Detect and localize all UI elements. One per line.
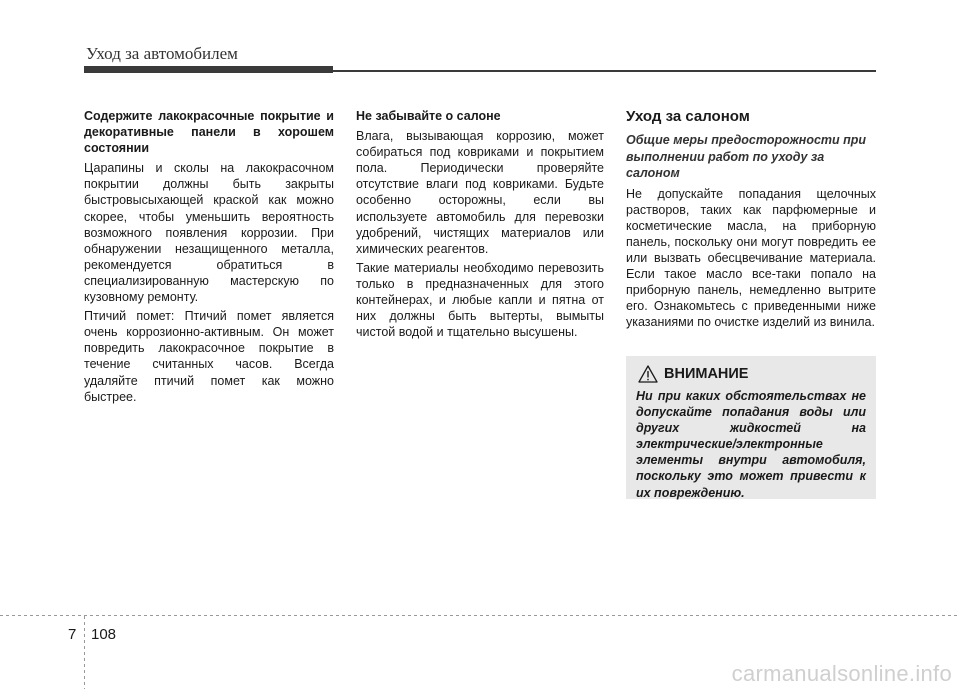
column-paint-care [84,108,334,408]
interior-care-title: Уход за салоном [626,108,750,125]
bird-droppings-paragraph: Птичий помет: Птичий помет является очень коррозионно-активным. Он может повредить лакокрасочное покрытие в течение считанных часов. Всегда удаляйте птичий помет как можно быстрее. [84,309,334,404]
warning-title: ВНИМАНИЕ [664,366,749,382]
header-title: Уход за автомобилем [86,44,238,63]
warning-triangle-icon [638,364,658,384]
interior-heading: Не забывайте о салоне [356,109,501,123]
warning-header [638,364,866,384]
header-rule-thick [84,66,333,73]
footer-divider [84,616,85,689]
moisture-paragraph: Влага, вызывающая коррозию, может собираться под ковриками и покрытием пола. Периодически проверяйте отсутствие влаги под ковриками. Будьте особенно осторожны, если вы используете автомобиль для перевозки удобрений, чистящих материалов или химических реагентов. [356,129,604,256]
page-number: 108 [91,626,117,643]
watermark: carmanualsonline.info [731,661,952,686]
materials-paragraph: Такие материалы необходимо перевозить только в предназначенных для этого контейнерах, и любые капли и пятна от них должны быть вытерты, вымыты чистой водой и тщательно высушены. [356,260,604,340]
header-rule-thin [333,70,876,72]
interior-care-paragraph: Не допускайте попадания щелочных растворов, таких как парфюмерные и косметические масла, на приборную панель, поскольку они могут повредить ее или вызвать обесцвечивание материала. Если такое масло все-таки попало на приборную панель, немедленно вытрите его. Ознакомьтесь с приведенными ниже указаниями по очистке изделий из винила. [626,186,876,330]
chapter-number: 7 [68,626,77,643]
interior-care-subtitle: Общие меры предосторожности при выполнении работ по уходу за салоном [626,133,867,180]
column-interior-care [626,108,876,333]
paint-care-heading: Содержите лакокрасочные покрытие и декоративные панели в хорошем состоянии [84,109,334,156]
footer-rule [0,615,960,616]
paint-care-paragraph: Царапины и сколы на лакокрасочном покрытии должны быть закрыты быстровысыхающей краской как можно скорее, чтобы уменьшить вероятность возможного появления коррозии. При обнаружении незащищенного металла, рекомендуется обратиться в специализированную мастерскую по кузовному ремонту. [84,161,334,305]
warning-text: Ни при каких обстоятельствах не допускайте попадания воды или других жидкостей на электрические/электронные элементы внутри автомобиля, поскольку это может привести к их повреждению. [636,389,866,500]
column-interior-corrosion [356,108,604,343]
warning-box [626,356,876,499]
